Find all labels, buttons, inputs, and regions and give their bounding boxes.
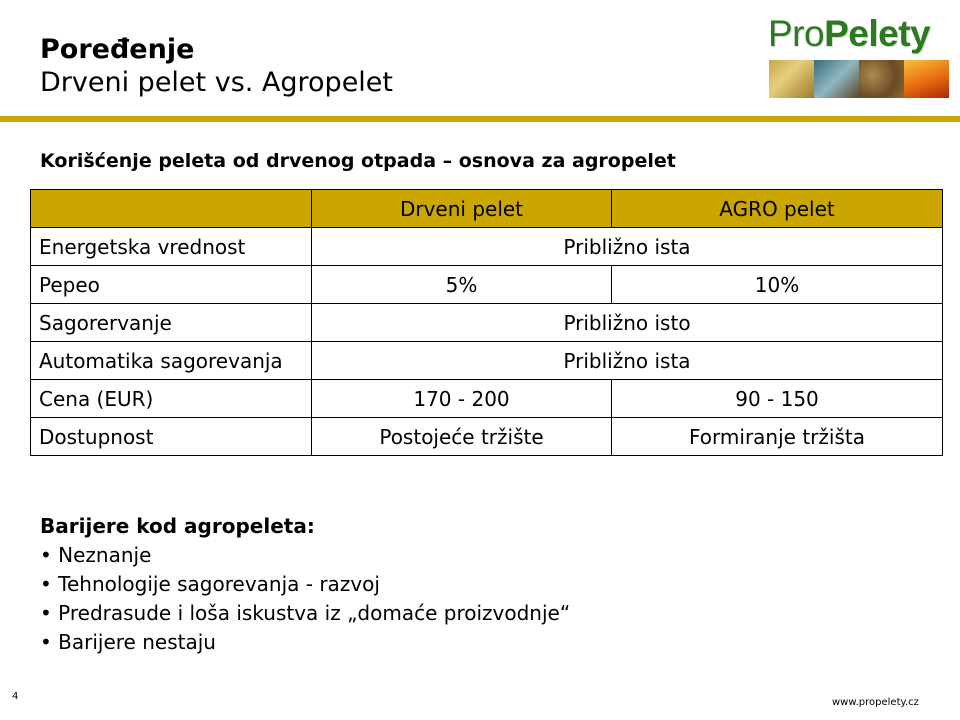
- row-label: Dostupnost: [31, 418, 312, 456]
- title-block: [40, 34, 393, 100]
- page-subtitle: Drveni pelet vs. Agropelet: [40, 67, 394, 98]
- table-row: [31, 228, 943, 266]
- barriers-list: [40, 541, 570, 657]
- footer-url: www.propelety.cz: [832, 697, 919, 708]
- table-row: [31, 266, 943, 304]
- row-label: Sagorervanje: [31, 304, 312, 342]
- table-row: [31, 418, 943, 456]
- table-header-empty: [31, 190, 312, 228]
- page-title: Poređenje: [40, 34, 195, 65]
- hay-bale-image: [769, 60, 814, 98]
- barriers-block: [40, 512, 570, 657]
- merged-value: Približno ista: [312, 228, 943, 266]
- list-item: • Neznanje: [40, 541, 570, 570]
- fire-image: [904, 60, 949, 98]
- agro-value: 10%: [612, 266, 943, 304]
- row-label: Pepeo: [31, 266, 312, 304]
- drveni-value: Postojeće tržište: [312, 418, 612, 456]
- agro-value: Formiranje tržišta: [612, 418, 943, 456]
- list-item: • Tehnologije sagorevanja - razvoj: [40, 570, 570, 599]
- row-label: Energetska vrednost: [31, 228, 312, 266]
- logo-photo-strip: [769, 60, 949, 98]
- drveni-value: 5%: [312, 266, 612, 304]
- logo-wordmark: [768, 14, 950, 54]
- row-label: Cena (EUR): [31, 380, 312, 418]
- drveni-value: 170 - 200: [312, 380, 612, 418]
- logo-text-pro: Pro: [768, 13, 825, 54]
- barriers-heading: Barijere kod agropeleta:: [40, 514, 315, 538]
- agro-value: 90 - 150: [612, 380, 943, 418]
- table-header-agro-pelet: AGRO pelet: [612, 190, 943, 228]
- row-label: Automatika sagorevanja: [31, 342, 312, 380]
- machinery-image: [814, 60, 859, 98]
- table-row: [31, 342, 943, 380]
- list-item: • Predrasude i loša iskustva iz „domaće proizvodnje“: [40, 599, 570, 628]
- comparison-table: [30, 189, 943, 456]
- table-header-drveni-pelet: Drveni pelet: [312, 190, 612, 228]
- merged-value: Približno ista: [312, 342, 943, 380]
- section-heading: Korišćenje peleta od drvenog otpada – osnova za agropelet: [40, 150, 676, 172]
- table-row: [31, 380, 943, 418]
- propelety-logo: [768, 14, 950, 102]
- list-item: • Barijere nestaju: [40, 628, 570, 657]
- pellets-image: [859, 60, 904, 98]
- logo-text-pelety: Pelety: [824, 13, 931, 54]
- header-divider: [0, 116, 960, 122]
- table-row: [31, 304, 943, 342]
- table-header-row: [31, 190, 943, 228]
- page-number: 4: [12, 691, 19, 702]
- merged-value: Približno isto: [312, 304, 943, 342]
